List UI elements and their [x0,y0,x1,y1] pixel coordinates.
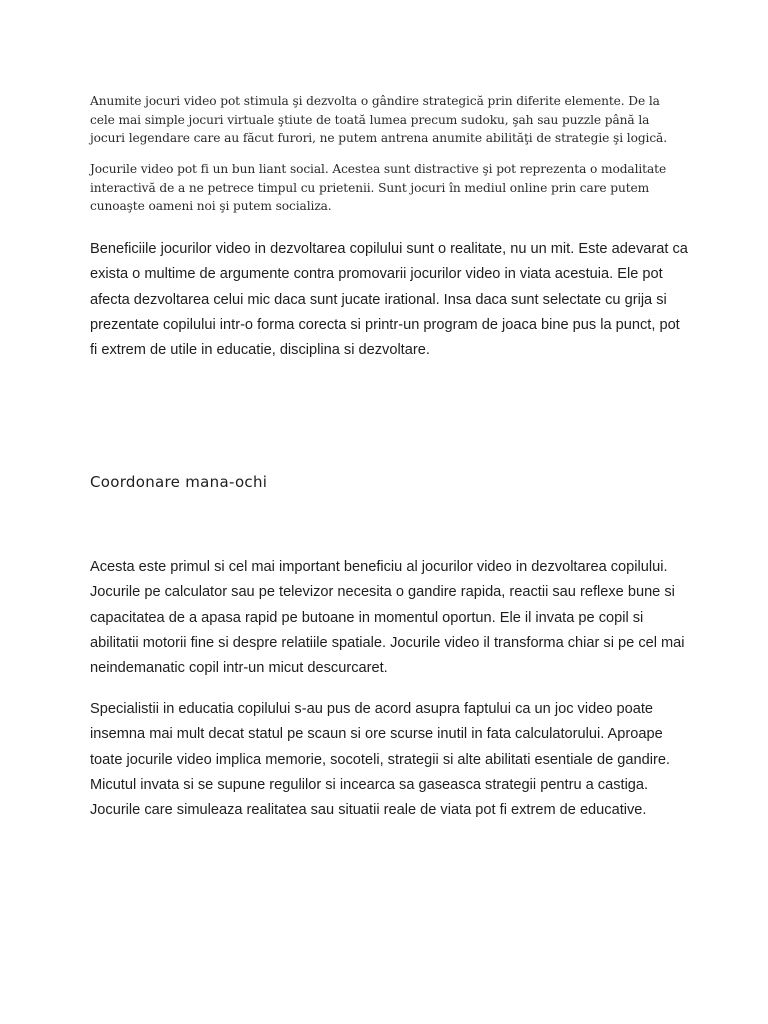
section-paragraph-coordination: Acesta este primul si cel mai important beneficiu al jocurilor video in dezvoltarea copilului. Jocurile pe calculator sau pe televizor necesita o gandire rapida, reactii sau reflexe bune si capacitatea de a apasa rapid pe butoane in momentul oportun. Ele il invata pe copil si abilitatii motorii fine si despre relatiile spatiale. Jocurile video il transforma chiar si pe cel mai neindemanatic copil intr-un micut descurcaret. [90,559,685,677]
section-paragraph-specialists: Specialistii in educatia copilului s-au pus de acord asupra faptului ca un joc video poate insemna mai mult decat statul pe scaun si ore scurse inutil in fata calculatorului. Aproape toate jocurile video implica memorie, socoteli, strategii si alte abilitati esentiale de gandire. Micutul invata si se supune regulilor si incearca sa gaseasca strategii pentru a castiga. Jocurile care simuleaza realitatea sau situatii reale de viata pot fi extrem de educative. [90,701,670,819]
intro-paragraph-social: Jocurile video pot fi un bun liant social. Acestea sunt distractive şi pot reprezenta o modalitate interactivă de a ne petrece timpul cu prietenii. Sunt jocuri în mediul online prin care putem cunoaşte oameni noi şi putem socializa. [90,162,667,213]
intro-paragraph-strategy: Anumite jocuri video pot stimula şi dezvolta o gândire strategică prin diferite elemente. De la cele mai simple jocuri virtuale ştiute de toată lumea precum sudoku, şah sau puzzle până la jocuri legendare care au făcut furori, ne putem antrena anumite abilităţi de strategie şi logică. [90,94,667,145]
section-heading: Coordonare mana-ochi [90,473,268,491]
body-paragraph-benefits: Beneficiile jocurilor video in dezvoltarea copilului sunt o realitate, nu un mit. Este adevarat ca exista o multime de argumente contra promovarii jocurilor video in viata acestuia. Ele pot afecta dezvoltarea celui mic daca sunt jucate irational. Insa daca sunt selectate cu grija si prezentate copilului intr-o forma corecta si printr-un program de joaca bine pus la punct, pot fi extrem de utile in educatie, disciplina si dezvoltare. [90,241,688,359]
